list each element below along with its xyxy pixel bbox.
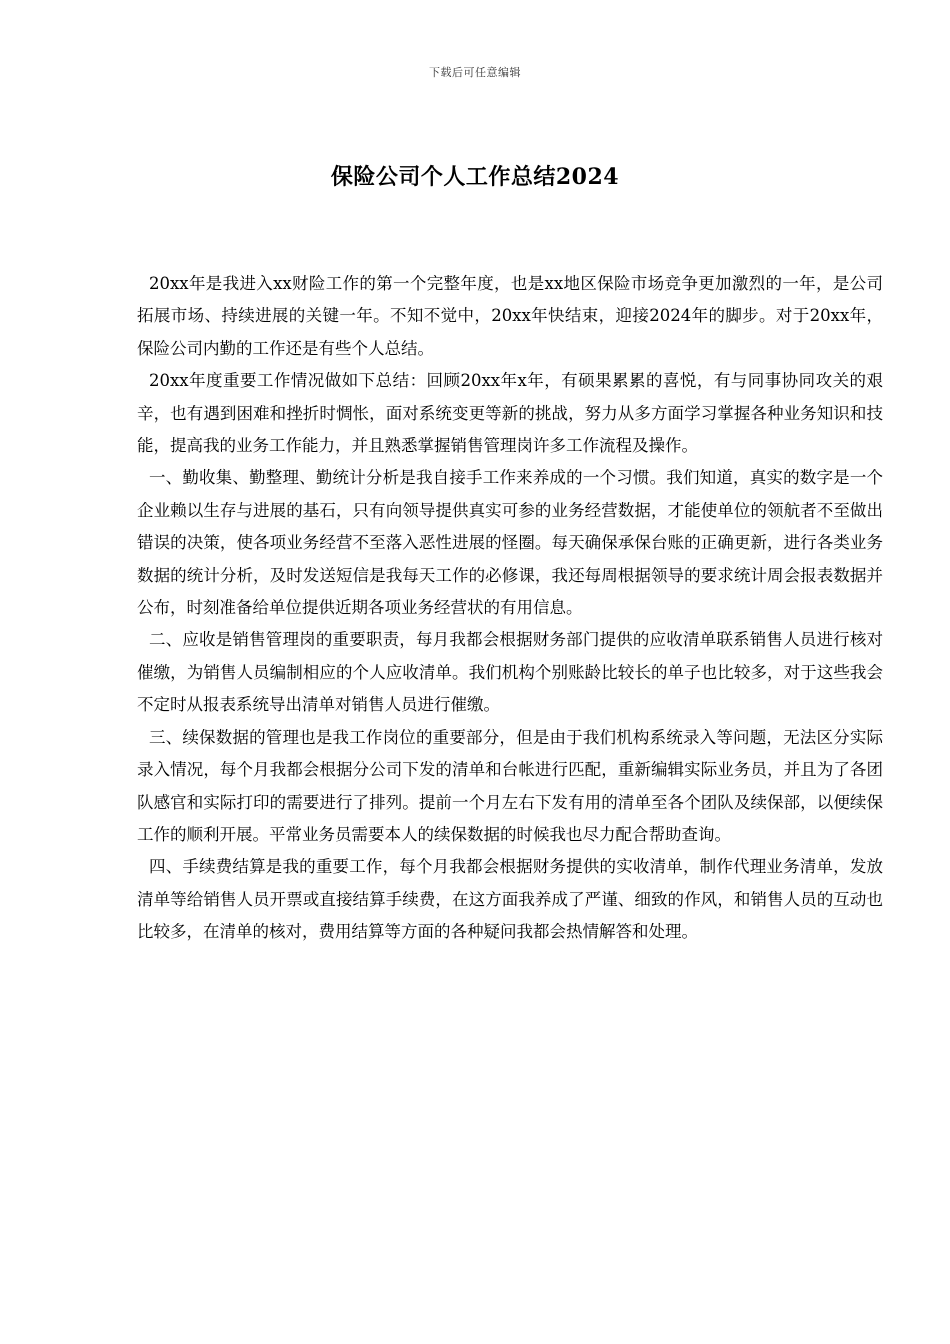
paragraph-section-1: 一、勤收集、勤整理、勤统计分析是我自接手工作来养成的一个习惯。我们知道，真实的数字是一个企业赖以生存与进展的基石，只有向领导提供真实可参的业务经营数据，才能使单位的领航者不至做出错误的决策，使各项业务经营不至落入恶性进展的怪圈。每天确保承保台账的正确更新，进行各类业务数据的统计分析，及时发送短信是我每天工作的必修课，我还每周根据领导的要求统计周会报表数据并公布，时刻准备给单位提供近期各项业务经营状的有用信息。 <box>137 468 883 618</box>
paragraph-section-3: 三、续保数据的管理也是我工作岗位的重要部分，但是由于我们机构系统录入等问题，无法区分实际录入情况，每个月我都会根据分公司下发的清单和台帐进行匹配，重新编辑实际业务员，并且为了各团队感官和实际打印的需要进行了排列。提前一个月左右下发有用的清单至各个团队及续保部，以便续保工作的顺利开展。平常业务员需要本人的续保数据的时候我也尽力配合帮助查询。 <box>137 727 883 844</box>
document-title: 保险公司个人工作总结2024 <box>330 164 620 190</box>
paragraph-section-4: 四、手续费结算是我的重要工作，每个月我都会根据财务提供的实收清单，制作代理业务清单，发放清单等给销售人员开票或直接结算手续费，在这方面我养成了严谨、细致的作风，和销售人员的互动也比较多，在清单的核对，费用结算等方面的各种疑问我都会热情解答和处理。 <box>137 857 883 942</box>
paragraph-summary: 20xx年度重要工作情况做如下总结：回顾20xx年x年，有硕果累累的喜悦，有与同事协同攻关的艰辛，也有遇到困难和挫折时惆怅，面对系统变更等新的挑战，努力从多方面学习掌握各种业务知识和技能，提高我的业务工作能力，并且熟悉掌握销售管理岗许多工作流程及操作。 <box>137 371 883 456</box>
paragraph-intro: 20xx年是我进入xx财险工作的第一个完整年度，也是xx地区保险市场竞争更加激烈的一年，是公司拓展市场、持续进展的关键一年。不知不觉中，20xx年快结束，迎接2024年的脚步。对于20xx年，保险公司内勤的工作还是有些个人总结。 <box>137 274 883 358</box>
paragraph-section-2: 二、应收是销售管理岗的重要职责，每月我都会根据财务部门提供的应收清单联系销售人员进行核对催缴，为销售人员编制相应的个人应收清单。我们机构个别账龄比较长的单子也比较多，对于这些我会不定时从报表系统导出清单对销售人员进行催缴。 <box>137 630 883 715</box>
document-body <box>137 268 883 949</box>
page-header: 下载后可任意编辑 <box>429 66 521 79</box>
